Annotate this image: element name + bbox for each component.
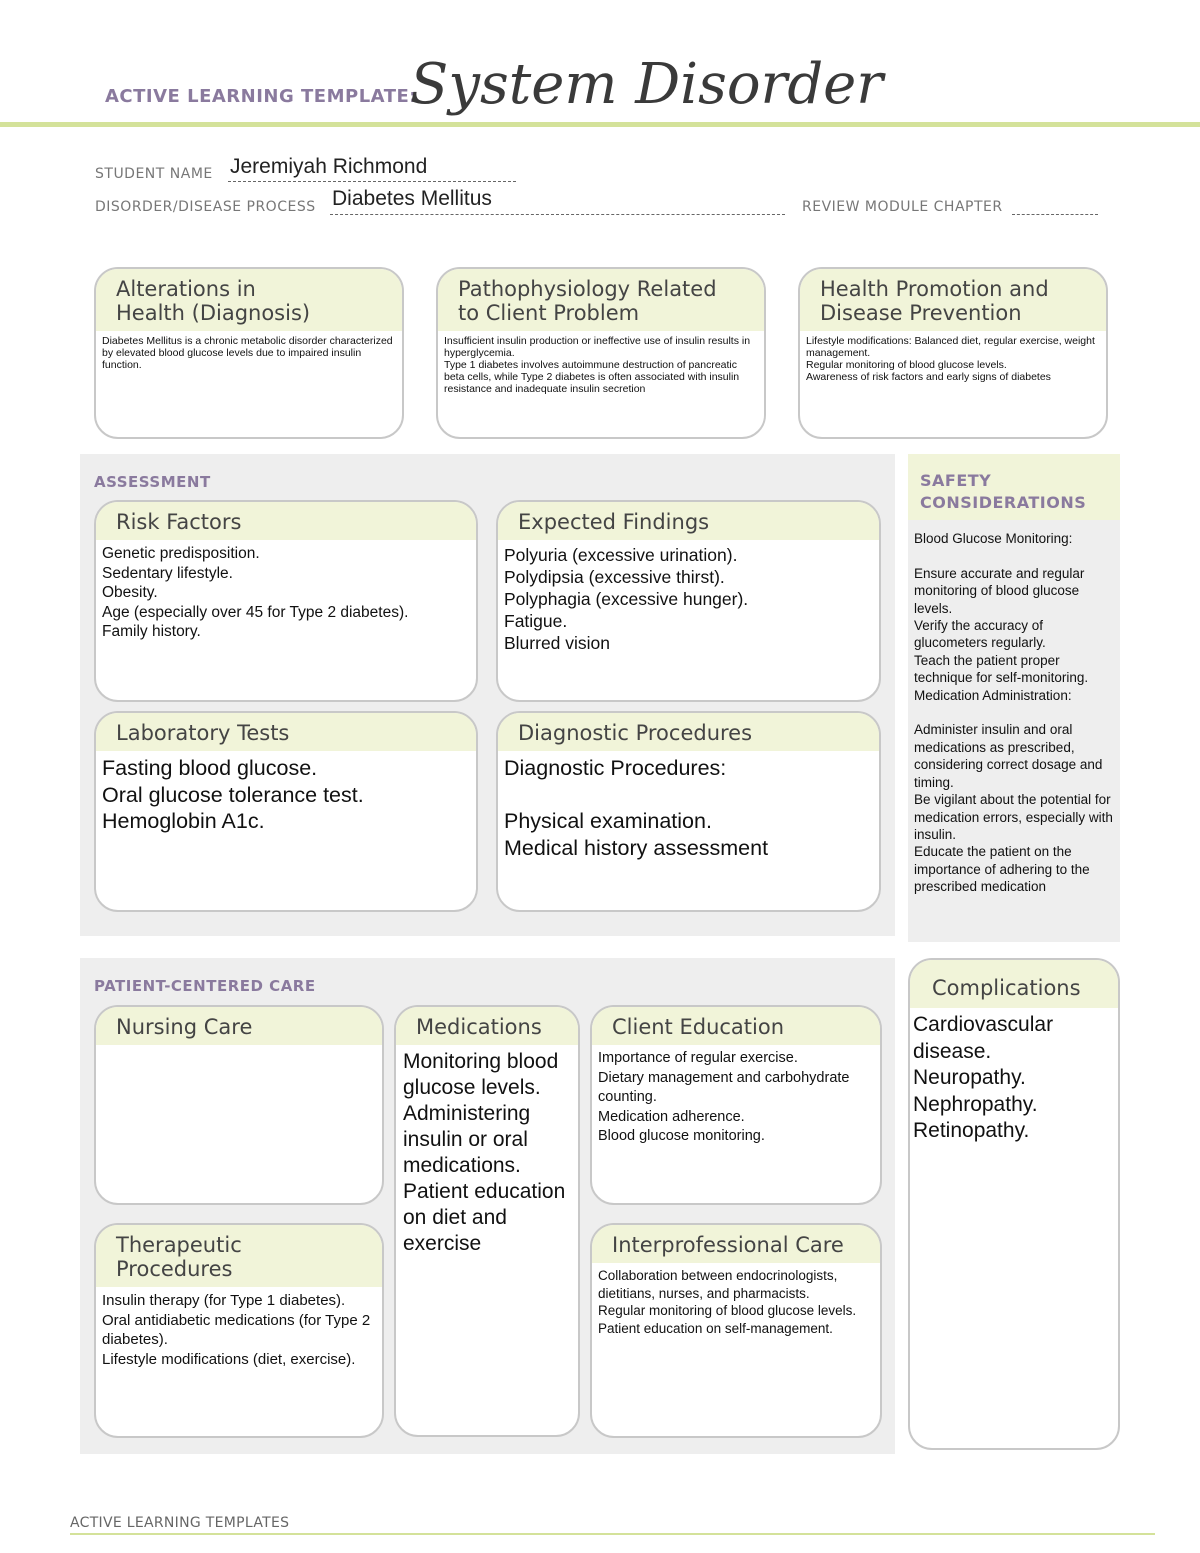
- laboratory-tests-card: [94, 711, 478, 912]
- alterations-body[interactable]: Diabetes Mellitus is a chronic metabolic disorder characterized by elevated blood glucose levels due to impaired insulin function.: [102, 335, 393, 371]
- risk-factors-card: [94, 500, 478, 702]
- health-promotion-body[interactable]: Lifestyle modifications: Balanced diet, regular exercise, weight management. Regular monitoring of blood glucose levels. Awareness of risk factors and early signs of diabetes: [806, 335, 1095, 383]
- laboratory-tests-title: Laboratory Tests: [96, 713, 476, 751]
- patient-centered-care-title: PATIENT-CENTERED CARE: [94, 977, 316, 995]
- safety-section: [908, 454, 1120, 942]
- student-name-value[interactable]: Jeremiyah Richmond: [230, 155, 428, 178]
- template-title: System Disorder: [410, 52, 884, 117]
- diagnostic-procedures-title: Diagnostic Procedures: [498, 713, 879, 751]
- nursing-care-card: [94, 1005, 384, 1205]
- therapeutic-procedures-body[interactable]: Insulin therapy (for Type 1 diabetes). Oral antidiabetic medications (for Type 2 diabetes). Lifestyle modifications (diet, exercise).: [102, 1292, 371, 1368]
- student-name-underline: [228, 180, 516, 182]
- header-divider: [0, 122, 1200, 127]
- disorder-label: DISORDER/DISEASE PROCESS: [95, 199, 316, 215]
- disorder-value[interactable]: Diabetes Mellitus: [332, 187, 492, 210]
- expected-findings-body[interactable]: Polyuria (excessive urination). Polydipsia (excessive thirst). Polyphagia (excessive hunger). Fatigue. Blurred vision: [504, 545, 749, 653]
- complications-card: [908, 958, 1120, 1450]
- risk-factors-title: Risk Factors: [96, 502, 476, 540]
- medications-title: Medications: [396, 1007, 578, 1045]
- review-module-label: REVIEW MODULE CHAPTER: [802, 199, 1003, 215]
- safety-title: SAFETY CONSIDERATIONS: [908, 454, 1120, 520]
- diagnostic-procedures-body[interactable]: Diagnostic Procedures: Physical examination. Medical history assessment: [504, 756, 769, 860]
- safety-body[interactable]: Blood Glucose Monitoring: Ensure accurate and regular monitoring of blood glucose levels. Verify the accuracy of glucometers regularly. Teach the patient proper technique for self-monitoring. Medication Administration: Administer insulin and oral medications as prescribed, considering correct dosage and timing. Be vigilant about the potential for medication errors, especially with insulin. Educate the patient on the importance of adhering to the prescribed medication: [914, 531, 1113, 895]
- laboratory-tests-body[interactable]: Fasting blood glucose. Oral glucose tolerance test. Hemoglobin A1c.: [102, 756, 364, 833]
- complications-body[interactable]: Cardiovascular disease. Neuropathy. Nephropathy. Retinopathy.: [913, 1013, 1054, 1142]
- medications-card: [394, 1005, 580, 1437]
- review-module-underline[interactable]: [1012, 213, 1098, 215]
- alterations-in-health-card: [94, 267, 404, 439]
- complications-title: Complications: [910, 960, 1118, 1008]
- student-name-label: STUDENT NAME: [95, 166, 213, 182]
- interprofessional-care-card: [590, 1223, 882, 1438]
- diagnostic-procedures-card: [496, 711, 881, 912]
- expected-findings-card: [496, 500, 881, 702]
- footer-divider: [70, 1533, 1155, 1535]
- nursing-care-title: Nursing Care: [96, 1007, 382, 1045]
- expected-findings-title: Expected Findings: [498, 502, 879, 540]
- therapeutic-procedures-title: Therapeutic Procedures: [96, 1225, 382, 1287]
- pathophysiology-body[interactable]: Insufficient insulin production or ineffective use of insulin results in hyperglycemia. Type 1 diabetes involves autoimmune destruction of pancreatic beta cells, while Type 2 diabetes is often associated with insulin resistance and inadequate insulin secretion: [444, 335, 751, 395]
- nursing-care-body[interactable]: [96, 1045, 382, 1053]
- health-promotion-card: [798, 267, 1108, 439]
- interprofessional-care-body[interactable]: Collaboration between endocrinologists, dietitians, nurses, and pharmacists. Regular monitoring of blood glucose levels. Patient education on self-management.: [598, 1268, 857, 1336]
- client-education-body[interactable]: Importance of regular exercise. Dietary management and carbohydrate counting. Medication adherence. Blood glucose monitoring.: [598, 1050, 850, 1144]
- alterations-title: Alterations in Health (Diagnosis): [96, 269, 402, 331]
- pathophysiology-card: [436, 267, 766, 439]
- health-promotion-title: Health Promotion and Disease Prevention: [800, 269, 1106, 331]
- pathophysiology-title: Pathophysiology Related to Client Problem: [438, 269, 764, 331]
- assessment-title: ASSESSMENT: [94, 473, 211, 491]
- template-label: ACTIVE LEARNING TEMPLATE:: [105, 86, 417, 107]
- therapeutic-procedures-card: [94, 1223, 384, 1438]
- footer-label: ACTIVE LEARNING TEMPLATES: [70, 1515, 290, 1531]
- client-education-title: Client Education: [592, 1007, 880, 1045]
- interprofessional-care-title: Interprofessional Care: [592, 1225, 880, 1263]
- risk-factors-body[interactable]: Genetic predisposition. Sedentary lifestyle. Obesity. Age (especially over 45 for Type 2 diabetes). Family history.: [102, 545, 409, 640]
- client-education-card: [590, 1005, 882, 1205]
- medications-body[interactable]: Monitoring blood glucose levels. Administering insulin or oral medications. Patient education on diet and exercise: [403, 1050, 566, 1255]
- disorder-underline: [330, 213, 785, 215]
